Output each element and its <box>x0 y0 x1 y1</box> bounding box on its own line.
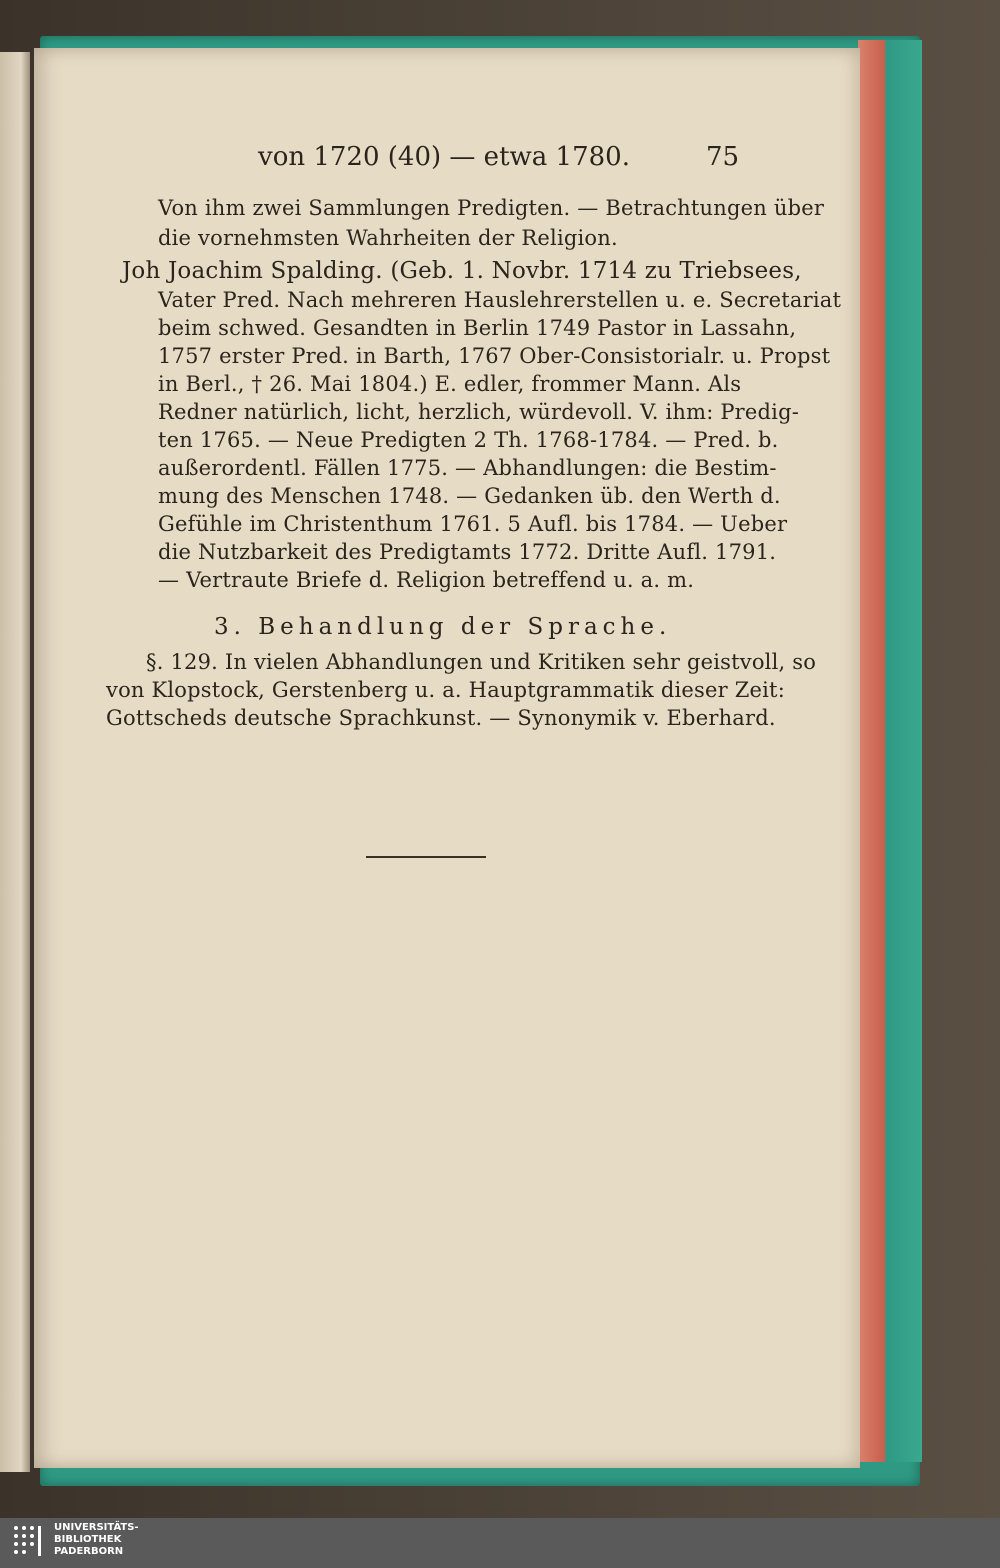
section-heading: 3. Behandlung der Sprache. <box>214 614 672 640</box>
running-head: von 1720 (40) — etwa 1780. <box>258 142 630 172</box>
library-logo-icon <box>12 1524 46 1560</box>
text-line: mung des Menschen 1748. — Gedanken üb. den Werth d. <box>158 484 781 508</box>
text-line: 1757 erster Pred. in Barth, 1767 Ober-Consistorialr. u. Propst <box>158 344 831 368</box>
text-line: beim schwed. Gesandten in Berlin 1749 Pastor in Lassahn, <box>158 316 797 340</box>
logo-line: PADERBORN <box>54 1546 124 1557</box>
text-line: in Berl., † 26. Mai 1804.) E. edler, frommer Mann. Als <box>158 372 742 396</box>
library-logo-text <box>54 1522 139 1558</box>
text-line: Von ihm zwei Sammlungen Predigten. — Betrachtungen über <box>158 196 825 220</box>
text-line: ten 1765. — Neue Predigten 2 Th. 1768-1784. — Pred. b. <box>158 428 779 452</box>
page-number: 75 <box>706 142 740 172</box>
paragraph-line: von Klopstock, Gerstenberg u. a. Hauptgrammatik dieser Zeit: <box>106 678 785 702</box>
text-line: die vornehmsten Wahrheiten der Religion. <box>158 226 618 250</box>
text-line: — Vertraute Briefe d. Religion betreffend u. a. m. <box>158 568 695 592</box>
text-line: Joh Joachim Spalding. (Geb. 1. Novbr. 1714 zu Triebsees, <box>122 258 802 284</box>
text-line: Vater Pred. Nach mehreren Hauslehrerstellen u. e. Secretariat <box>158 288 842 312</box>
footer-bar <box>0 1518 1000 1568</box>
paragraph-line: §. 129. In vielen Abhandlungen und Kritiken sehr geistvoll, so <box>146 650 817 674</box>
text-line: außerordentl. Fällen 1775. — Abhandlungen: die Bestim- <box>158 456 777 480</box>
end-rule <box>366 856 486 858</box>
text-line: Redner natürlich, licht, herzlich, würdevoll. V. ihm: Predig- <box>158 400 800 424</box>
logo-line: BIBLIOTHEK <box>54 1534 122 1545</box>
paragraph-line: Gottscheds deutsche Sprachkunst. — Synonymik v. Eberhard. <box>106 706 776 730</box>
facing-page-edge <box>0 52 30 1472</box>
text-line: Gefühle im Christenthum 1761. 5 Aufl. bis 1784. — Ueber <box>158 512 788 536</box>
text-line: die Nutzbarkeit des Predigtamts 1772. Dritte Aufl. 1791. <box>158 540 777 564</box>
logo-line: UNIVERSITÄTS- <box>54 1522 139 1533</box>
page-edges <box>858 40 922 1462</box>
